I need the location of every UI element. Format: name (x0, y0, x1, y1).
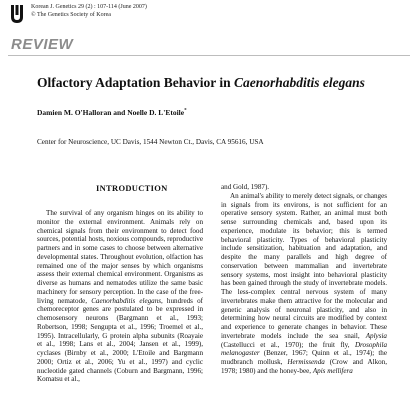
paragraph: and Gold, 1987). (221, 183, 270, 191)
paragraph-text: (Benzer, 1967; Quinn et al., 1974); the mudbranch mollusk, (221, 349, 387, 366)
article-title (37, 75, 365, 91)
review-badge: REVIEW (11, 36, 74, 53)
paragraph-text: (Crow and Alkon, 1978; 1980) and the honey-bee, (221, 358, 387, 375)
author-names: Damien M. O'Halloran and Noelle D. L'Etoile (37, 108, 185, 117)
paragraph-text: The survival of any organism hinges on its ability to monitor the external environment. Animals rely on chemical signals from their environment to detect food sources, potential hosts, noxious compounds, reproductive partners and in some cases to choose between alternative developmental states. Throughout evolution, olfaction has remained one of the major senses by which organisms assess their external chemical environment. Organisms as diverse as humans and nematodes utilize the same basic machinery for sensory perception. In the case of the free-living nematode, (37, 209, 203, 305)
title-species: Caenorhabditis elegans (234, 75, 365, 90)
journal-copyright: © The Genetics Society of Korea (31, 12, 111, 18)
body-column-right (221, 183, 387, 376)
species-name: Hermissenda (287, 358, 325, 366)
paragraph (37, 209, 203, 384)
journal-logo (8, 3, 26, 25)
paragraph-text: , hundreds of chemoreceptor genes are postulated to be expressed in chemosensory neurons (Bargmann et al., 1993; Robertson, 1998; Sengupta et al., 1996; Troemel et al., 1995). Intracellularly, G protein alpha subunits (Roayaie et al., 1998; Lans et al., 2004; Jansen et al., 1999), cyclases (Birnby et al., 2000; L'Etoile and Bargmann 2000; Ortiz et al., 2006; Yu et al., 1997) and cyclic nucleotide gated channels (Coburn and Bargmann, 1996; Komatsu et al., (37, 296, 203, 384)
species-name: Drosophila melanogaster (221, 340, 387, 358)
header-divider (8, 55, 410, 56)
paragraph (221, 192, 387, 376)
author-line (37, 108, 187, 117)
species-name: Caenorhabditis elegans (91, 296, 162, 305)
corresponding-author-mark: * (184, 108, 187, 114)
body-column-left (37, 209, 203, 384)
species-name: Aplysia (365, 331, 387, 340)
affiliation: Center for Neuroscience, UC Davis, 1544 Newton Ct., Davis, CA 95616, USA (37, 138, 264, 146)
paragraph-text: (Castellucci et al., 1970); the fruit fly, (221, 340, 350, 349)
journal-citation: Korean J. Genetics 29 (2) : 107-114 (June 2007) (31, 4, 147, 10)
species-name: Apis mellifera (312, 366, 353, 375)
paragraph-text: An animal's ability to merely detect signals, or changes in signals from its environs, is not sufficient for an operative sensory system. Rather, an animal must both sense surrounding chemicals and, based upon its experience, modulate its behavior; this is termed behavioral plasticity. Types of behavioral plasticity include sensitization, habituation and adaptation, and despite the many parallels and high degree of conservation between mammalian and invertebrate sensory systems, most insight into behavioral plasticity has been gained through the study of invertebrate models. The less-complex central nervous system of many invertebrates make them attractive for the molecular and genetic analysis of neuronal plasticity, and also in determining how neural circuits are modified by context and experience to generate changes in behavior. These invertebrate models include the sea snail, (221, 191, 387, 340)
title-text: Olfactory Adaptation Behavior in (37, 75, 235, 90)
section-heading: INTRODUCTION (96, 183, 168, 193)
